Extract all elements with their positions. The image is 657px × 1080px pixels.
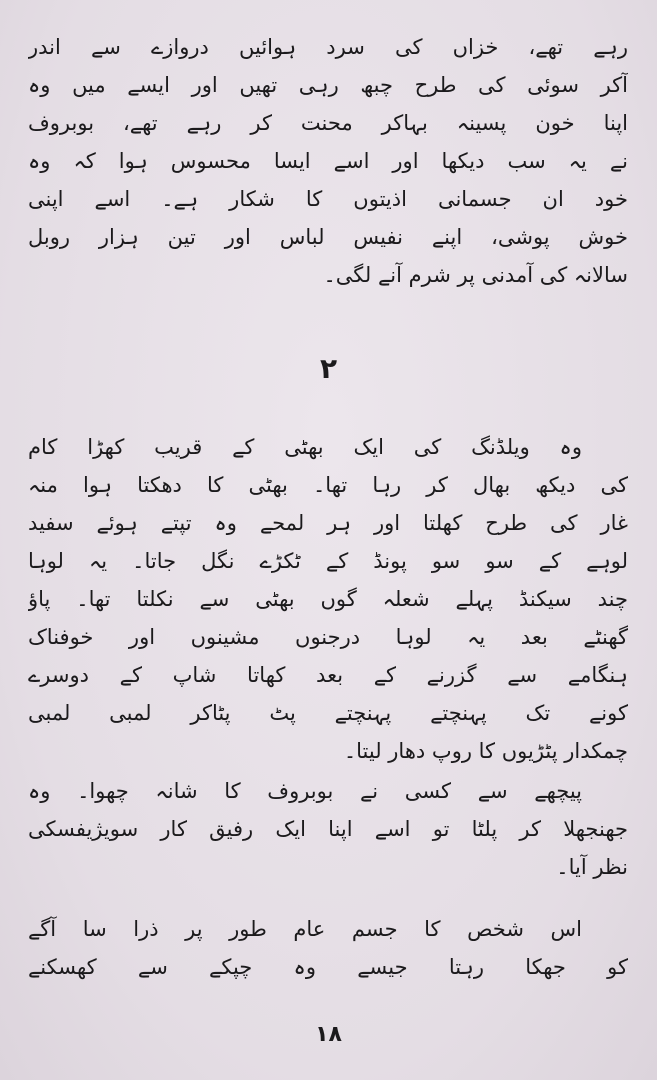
paragraph-top (28, 28, 628, 294)
text-line: لوہے کے سو سو پونڈ کے ٹکڑے نگل جاتا۔ یہ لوہا (28, 549, 628, 573)
page-number: ۱۸ (315, 1022, 342, 1047)
text-line: وہ ویلڈنگ کی ایک بھٹی کے قریب کھڑا کام (28, 435, 582, 459)
text-line: آکر سوئی کی طرح چبھ رہی تھیں اور ایسے میں وہ (28, 73, 628, 97)
section-number: ۲ (319, 352, 338, 385)
text-line: گھنٹے بعد یہ لوہا درجنوں مشینوں اور خوفناک (28, 625, 628, 649)
text-line: غار کی طرح کھلتا اور ہر لمحے وہ تپتے ہوئے سفید (28, 511, 628, 535)
text-line: ہنگامے سے گزرنے کے بعد کھاتا شاپ کے دوسرے (28, 663, 628, 687)
text-line: خوش پوشی، اپنے نفیس لباس اور تین ہزار روبل (28, 225, 628, 249)
text-line: چند سیکنڈ پہلے شعلہ گوں بھٹی سے نکلتا تھا۔ پاؤ (28, 587, 628, 611)
text-line: خود ان جسمانی اذیتوں کا شکار ہے۔ اسے اپنی (28, 187, 628, 211)
text-line: اپنا خون پسینہ بہاکر محنت کر رہے تھے، بوبروف (28, 111, 628, 135)
text-line: کونے تک پہنچتے پہنچتے پٹ پٹاکر لمبی لمبی (28, 701, 628, 725)
paragraph-person (28, 910, 628, 986)
text-line: کو جھکا رہتا جیسے وہ چپکے سے کھسکنے (28, 955, 628, 979)
text-line: سالانہ کی آمدنی پر شرم آنے لگی۔ (323, 263, 628, 287)
text-line: کی دیکھ بھال کر رہا تھا۔ بھٹی کا دھکتا ہوا منہ (28, 473, 628, 497)
paragraph-welding (28, 428, 628, 770)
paragraph-shoulder (28, 772, 628, 886)
text-line: پیچھے سے کسی نے بوبروف کا شانہ چھوا۔ وہ (28, 779, 582, 803)
text-line: چمکدار پٹڑیوں کا روپ دھار لیتا۔ (343, 739, 628, 763)
text-line: نے یہ سب دیکھا اور اسے ایسا محسوس ہوا کہ وہ (28, 149, 628, 173)
text-line: نظر آیا۔ (556, 855, 628, 879)
text-line: اس شخص کا جسم عام طور پر ذرا سا آگے (28, 917, 582, 941)
text-line: جھنجھلا کر پلٹا تو اسے اپنا ایک رفیق کار سویژیفسکی (28, 817, 628, 841)
text-line: رہے تھے، خزاں کی سرد ہوائیں دروازے سے اندر (28, 35, 628, 59)
